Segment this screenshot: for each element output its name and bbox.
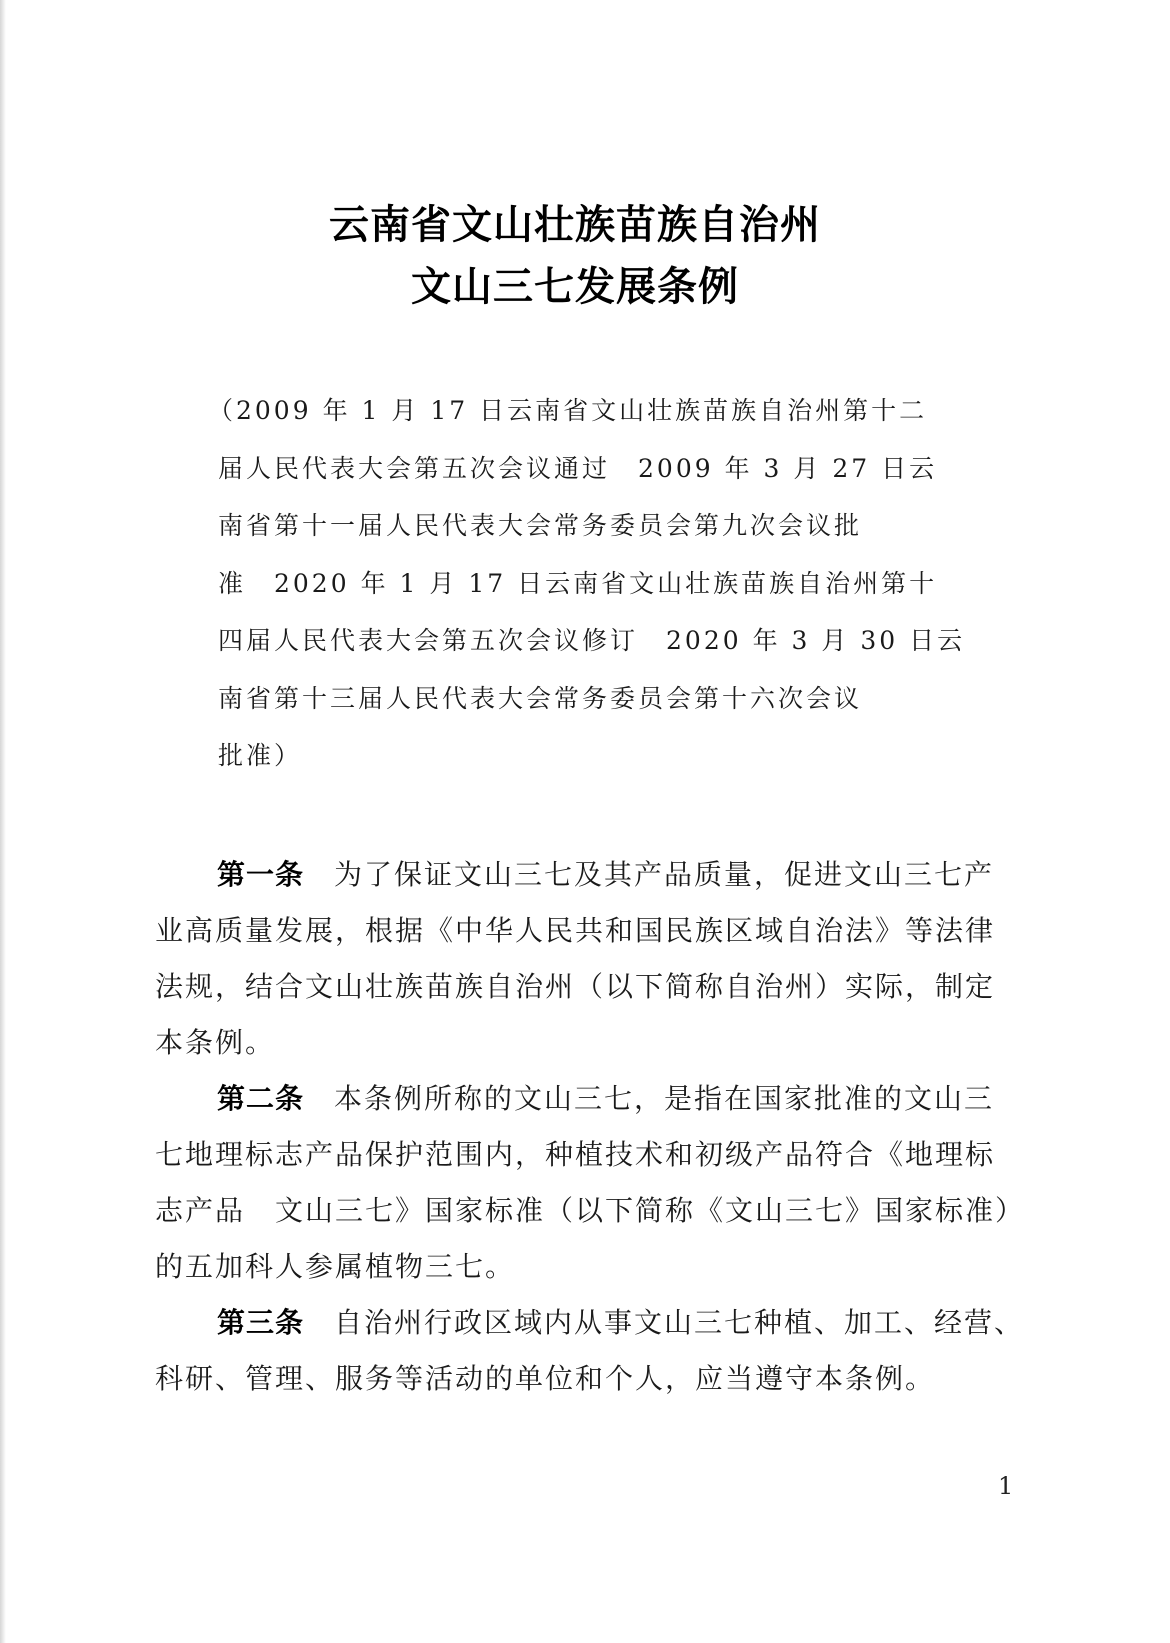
article-1-text: 为了保证文山三七及其产品质量，促进文山三七产 xyxy=(334,858,995,891)
adoption-note-line: 南省第十一届人民代表大会常务委员会第九次会议批 xyxy=(218,511,863,540)
article-2-heading: 第二条 xyxy=(217,1082,305,1115)
article-3-text: 自治州行政区域内从事文山三七种植、加工、经营、 xyxy=(334,1306,1025,1339)
article-1-line: 法规，结合文山壮族苗族自治州（以下简称自治州）实际，制定 xyxy=(155,970,996,1003)
article-1-line xyxy=(155,847,1015,903)
adoption-note xyxy=(208,382,966,785)
article-2-line xyxy=(155,1071,1015,1127)
document-title-line-2: 文山三七发展条例 xyxy=(411,263,739,310)
page-number: 1 xyxy=(998,1472,1014,1500)
adoption-note-line: 届人民代表大会第五次会议通过 2009 年 3 月 27 日云 xyxy=(218,453,938,483)
adoption-note-line: （2009 年 1 月 17 日云南省文山壮族苗族自治州第十二 xyxy=(208,396,928,425)
adoption-note-line: 南省第十三届人民代表大会常务委员会第十六次会议 xyxy=(218,683,863,713)
article-3-heading: 第三条 xyxy=(217,1306,305,1339)
adoption-note-line: 四届人民代表大会第五次会议修订 2020 年 3 月 30 日云 xyxy=(218,626,966,655)
adoption-note-line: 批准） xyxy=(218,741,303,770)
article-1 xyxy=(155,847,1015,1071)
article-1-heading: 第一条 xyxy=(217,858,305,891)
article-2-text: 本条例所称的文山三七，是指在国家批准的文山三 xyxy=(334,1082,995,1115)
article-2-line: 七地理标志产品保护范围内，种植技术和初级产品符合《地理标 xyxy=(155,1138,996,1171)
article-3 xyxy=(155,1295,1025,1407)
adoption-note-line: 准 2020 年 1 月 17 日云南省文山壮族苗族自治州第十 xyxy=(218,568,938,598)
article-2-line: 志产品 文山三七》国家标准（以下简称《文山三七》国家标准） xyxy=(155,1194,1026,1227)
article-3-line xyxy=(155,1295,1025,1351)
article-2-line: 的五加科人参属植物三七。 xyxy=(155,1250,516,1283)
article-1-line: 本条例。 xyxy=(155,1026,276,1059)
article-1-line: 业高质量发展，根据《中华人民共和国民族区域自治法》等法律 xyxy=(155,914,996,947)
document-title-line-1: 云南省文山壮族苗族自治州 xyxy=(329,201,821,248)
article-2 xyxy=(155,1071,1026,1295)
article-3-line: 科研、管理、服务等活动的单位和个人，应当遵守本条例。 xyxy=(155,1362,936,1395)
